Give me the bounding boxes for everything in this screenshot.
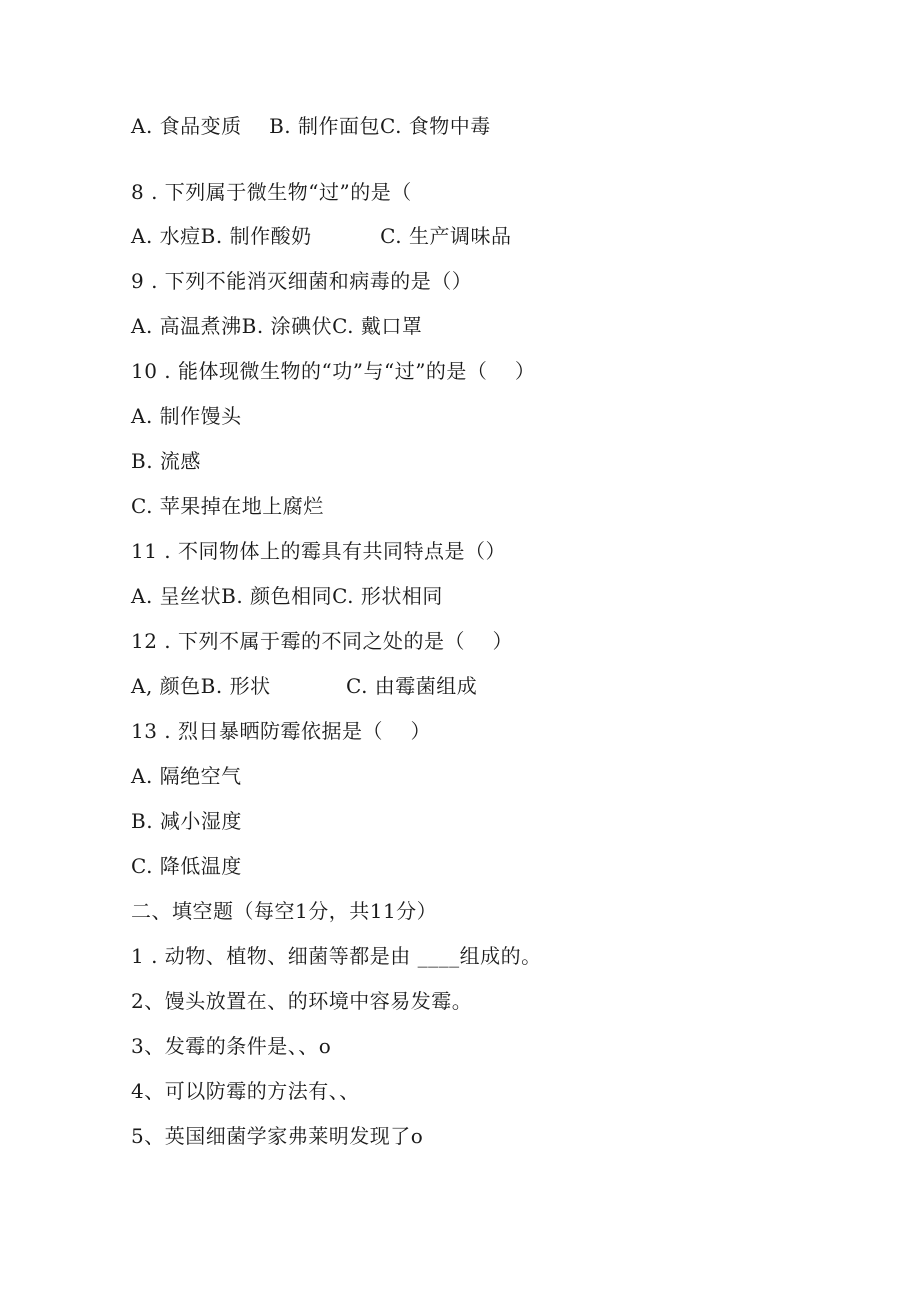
q12-question: 12 . 下列不属于霉的不同之处的是（ ） <box>131 629 513 653</box>
q7-options: A. 食品变质 B. 制作面包C. 食物中毒 <box>131 114 491 138</box>
fill-blank-1: 1 . 动物、植物、细菌等都是由 ____组成的。 <box>131 944 542 968</box>
fill-blank-2: 2、馒头放置在、的环境中容易发霉。 <box>131 989 473 1013</box>
q13-option-a: A. 隔绝空气 <box>131 764 242 788</box>
q10-option-a: A. 制作馒头 <box>131 404 242 428</box>
fill-blank-5: 5、英国细菌学家弗莱明发现了o <box>131 1124 424 1148</box>
fill-blank-4: 4、可以防霉的方法有、、 <box>131 1079 360 1103</box>
q13-option-c: C. 降低温度 <box>131 854 242 878</box>
q8-options: A. 水痘B. 制作酸奶 C. 生产调味品 <box>131 224 512 248</box>
q12-options: A, 颜色B. 形状 C. 由霉菌组成 <box>131 674 478 698</box>
q9-question: 9 . 下列不能消灭细菌和病毒的是（） <box>131 269 473 293</box>
q11-options: A. 呈丝状B. 颜色相同C. 形状相同 <box>131 584 443 608</box>
q11-question: 11 . 不同物体上的霉具有共同特点是（） <box>131 539 507 563</box>
q10-question: 10 . 能体现微生物的“功”与“过”的是（ ） <box>131 359 536 383</box>
q10-option-c: C. 苹果掉在地上腐烂 <box>131 494 324 518</box>
section-fill-blank-heading: 二、填空题（每空1分，共11分） <box>131 899 438 923</box>
q10-option-b: B. 流感 <box>131 449 201 473</box>
fill-blank-3: 3、发霉的条件是、、o <box>131 1034 332 1058</box>
q13-option-b: B. 减小湿度 <box>131 809 242 833</box>
q8-question: 8 . 下列属于微生物“过”的是（ <box>131 180 412 204</box>
q9-options: A. 高温煮沸B. 涂碘伏C. 戴口罩 <box>131 314 423 338</box>
q13-question: 13 . 烈日暴晒防霉依据是（ ） <box>131 719 431 743</box>
